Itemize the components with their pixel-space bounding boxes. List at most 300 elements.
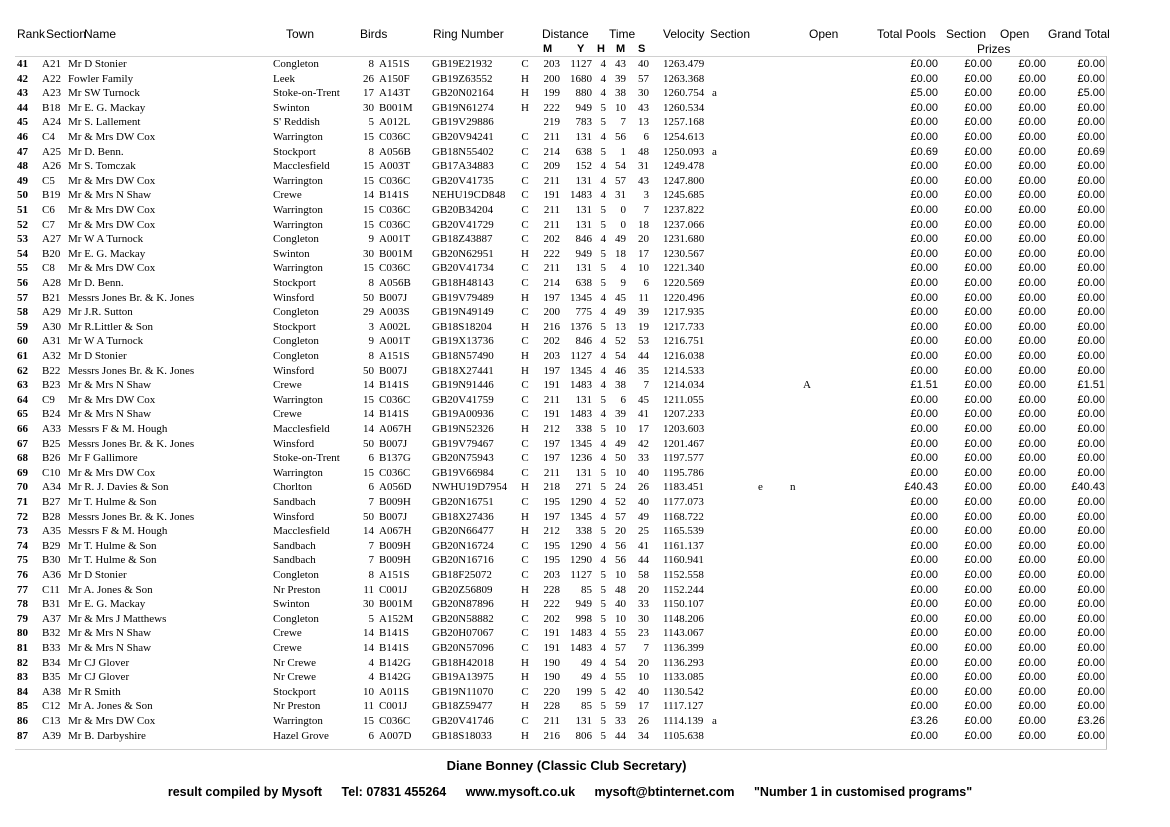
cell-rank: 69 [17,466,28,479]
cell-total-pools: £0.00 [910,671,938,684]
cell-grand-total: £0.00 [1077,101,1105,114]
cell-time-minutes: 10 [615,466,626,479]
cell-birds-sent: 15 [363,466,374,479]
cell-distance-yards: 1345 [570,510,592,523]
cell-ring-number: GB19N91446 [432,379,494,392]
cell-velocity: 1231.680 [663,233,705,246]
cell-total-pools: £0.00 [910,569,938,581]
cell-open-prize: £0.00 [1018,72,1046,85]
cell-ring-number: GB18Z59477 [432,700,493,713]
cell-birds-sent: 30 [363,247,374,260]
cell-grand-total: £3.26 [1077,715,1105,727]
cell-time-seconds: 40 [638,58,649,70]
cell-velocity: 1211.055 [663,393,704,406]
cell-total-pools: £0.00 [910,525,938,538]
table-row [0,218,1170,233]
cell-time-hours: 5 [600,481,606,494]
cell-rank: 85 [17,700,28,713]
cell-distance-yards: 1290 [570,554,592,567]
cell-ring-number: GB20N02164 [432,87,494,100]
website-link[interactable]: www.mysoft.co.uk [465,785,576,799]
cell-open-prize: £0.00 [1018,145,1046,158]
cell-open-prize: £0.00 [1018,233,1046,246]
cell-birds-sent: 15 [363,204,374,216]
cell-birds-sent: 5 [368,116,374,129]
cell-section-prize: £0.00 [964,729,992,742]
cell-clock-type: C [521,496,529,508]
cell-time-hours: 4 [600,87,606,100]
cell-distance-miles: 199 [543,87,560,100]
cell-total-pools: £0.00 [910,101,938,114]
table-row [0,656,1170,671]
cell-total-pools: £0.00 [910,466,938,479]
cell-time-hours: 4 [600,539,606,552]
table-row [0,641,1170,656]
cell-open-prize: £0.00 [1018,262,1046,275]
cell-section-prize: £0.00 [964,569,992,581]
cell-clock-type: H [521,700,529,713]
cell-grand-total: £0.00 [1077,554,1105,567]
cell-section-code: C7 [42,218,55,231]
cell-town: Winsford [273,364,315,377]
cell-fancier-name: Mr & Mrs DW Cox [68,174,156,187]
cell-time-seconds: 42 [638,437,649,450]
cell-birds-sent: 15 [363,393,374,406]
cell-section-prize: £0.00 [964,306,992,319]
cell-distance-miles: 190 [543,656,560,669]
header-grand-total: Grand Total [1048,27,1110,41]
cell-member-code: B141S [379,642,409,654]
table-row [0,626,1170,641]
cell-distance-yards: 880 [575,87,592,100]
cell-section-code: A37 [42,612,61,625]
table-row [0,378,1170,393]
cell-town: Stockport [273,277,316,289]
cell-velocity: 1136.399 [663,642,704,654]
cell-birds-sent: 6 [368,481,374,494]
cell-time-minutes: 43 [615,58,626,70]
cell-time-seconds: 6 [643,131,649,143]
cell-rank: 48 [17,160,28,173]
cell-section-prize: £0.00 [964,525,992,538]
cell-total-pools: £40.43 [904,481,938,494]
header-time: Time [609,27,636,41]
cell-velocity: 1168.722 [663,510,704,523]
cell-fancier-name: Mr D. Benn. [68,145,124,158]
cell-time-seconds: 43 [638,174,649,187]
cell-town: Congleton [273,306,319,319]
header-section-prize: Section [946,27,987,41]
cell-member-code: A056B [379,277,411,289]
cell-section-prize: £0.00 [964,671,992,684]
cell-distance-miles: 200 [543,306,560,319]
cell-birds-sent: 15 [363,218,374,231]
cell-time-minutes: 56 [615,131,626,143]
cell-fancier-name: Mr R. J. Davies & Son [68,481,169,494]
cell-section-prize: £0.00 [964,496,992,508]
cell-clock-type: C [521,379,529,392]
cell-clock-type: H [521,510,529,523]
cell-velocity: 1247.800 [663,174,705,187]
cell-section-prize: £0.00 [964,423,992,435]
cell-rank: 59 [17,320,28,333]
cell-member-code: B001M [379,247,413,260]
cell-distance-yards: 1127 [570,58,592,70]
cell-member-code: A003T [379,160,411,173]
cell-town: Swinton [273,101,310,114]
cell-member-code: C036C [379,393,411,406]
cell-distance-miles: 200 [543,72,560,85]
cell-time-seconds: 39 [638,306,649,319]
cell-rank: 80 [17,627,28,640]
cell-grand-total: £0.00 [1077,291,1105,304]
cell-grand-total: £0.69 [1077,145,1105,158]
cell-distance-yards: 846 [575,233,592,246]
cell-ring-number: GB19V29886 [432,116,494,129]
cell-time-hours: 4 [600,160,606,173]
telephone: Tel: 07831 455264 [341,785,447,799]
cell-ring-number: GB18S18204 [432,320,492,333]
cell-section-prize: £0.00 [964,583,992,596]
cell-town: Hazel Grove [273,729,329,742]
table-row [0,364,1170,379]
cell-open-prize: £0.00 [1018,408,1046,421]
table-row [0,291,1170,306]
cell-time-minutes: 50 [615,452,626,465]
cell-open-prize: £0.00 [1018,612,1046,625]
cell-clock-type: C [521,160,529,173]
cell-total-pools: £0.00 [910,437,938,450]
cell-distance-miles: 211 [543,131,560,143]
header-velocity: Velocity [663,27,705,41]
cell-time-minutes: 7 [620,116,626,129]
cell-birds-sent: 14 [363,408,374,421]
cell-section-prize: £0.00 [964,452,992,465]
cell-section-code: B26 [42,452,61,465]
cell-velocity: 1263.479 [663,58,705,70]
cell-velocity: 1148.206 [663,612,704,625]
cell-fancier-name: Mr E. G. Mackay [68,101,146,114]
cell-section-prize: £0.00 [964,116,992,129]
cell-time-seconds: 13 [638,116,649,129]
cell-velocity: 1254.613 [663,131,705,143]
cell-total-pools: £0.00 [910,277,938,289]
cell-time-hours: 5 [600,685,606,698]
table-row [0,115,1170,130]
cell-member-code: A151S [379,350,410,362]
cell-clock-type: C [521,627,529,640]
cell-fancier-name: Mr D Stonier [68,569,127,581]
cell-birds-sent: 4 [368,656,374,669]
cell-fancier-name: Mr & Mrs N Shaw [68,408,152,421]
cell-velocity: 1201.467 [663,437,705,450]
cell-fancier-name: Mr & Mrs DW Cox [68,218,156,231]
cell-time-hours: 4 [600,452,606,465]
cell-distance-miles: 212 [543,525,560,538]
cell-time-seconds: 10 [638,671,649,684]
cell-distance-miles: 191 [543,642,560,654]
cell-fancier-name: Mr & Mrs DW Cox [68,262,156,275]
cell-clock-type: C [521,554,529,567]
cell-member-code: A067H [379,423,412,435]
cell-total-pools: £0.69 [910,145,938,158]
cell-clock-type: C [521,612,529,625]
table-row [0,407,1170,422]
cell-time-seconds: 25 [638,525,649,538]
cell-distance-yards: 131 [575,218,592,231]
cell-distance-miles: 191 [543,627,560,640]
cell-time-hours: 4 [600,379,606,392]
cell-fancier-name: Messrs F & M. Hough [68,525,168,538]
cell-grand-total: £5.00 [1077,87,1105,100]
table-bottom-rule [15,749,1107,750]
cell-distance-yards: 949 [575,598,592,611]
cell-distance-miles: 218 [543,481,560,494]
cell-grand-total: £0.00 [1077,364,1105,377]
cell-grand-total: £0.00 [1077,320,1105,333]
cell-time-minutes: 4 [620,262,626,275]
cell-birds-sent: 15 [363,715,374,727]
cell-total-pools: £0.00 [910,350,938,362]
cell-total-pools: £0.00 [910,160,938,173]
cell-distance-miles: 211 [543,218,560,231]
cell-birds-sent: 30 [363,101,374,114]
cell-grand-total: £0.00 [1077,671,1105,684]
cell-town: Nr Crewe [273,656,317,669]
cell-rank: 55 [17,262,28,275]
cell-open-prize: £0.00 [1018,729,1046,742]
cell-time-minutes: 13 [615,320,626,333]
cell-time-minutes: 42 [615,685,626,698]
cell-fancier-name: Mr T. Hulme & Son [68,539,157,552]
table-row [0,349,1170,364]
cell-velocity: 1217.733 [663,320,705,333]
cell-section-code: C12 [42,700,61,713]
cell-section-code: A35 [42,525,61,538]
cell-rank: 49 [17,174,28,187]
cell-time-hours: 4 [600,554,606,567]
cell-time-hours: 5 [600,700,606,713]
cell-rank: 53 [17,233,28,246]
cell-distance-miles: 211 [543,204,560,216]
cell-velocity: 1136.293 [663,656,704,669]
cell-open-prize: £0.00 [1018,437,1046,450]
cell-distance-miles: 212 [543,423,560,435]
cell-time-hours: 5 [600,466,606,479]
cell-time-seconds: 34 [638,729,649,742]
table-row [0,247,1170,262]
cell-distance-yards: 131 [575,715,592,727]
cell-birds-sent: 6 [368,452,374,465]
cell-fancier-name: Mr & Mrs DW Cox [68,715,156,727]
cell-time-hours: 5 [600,393,606,406]
cell-open-prize: £0.00 [1018,350,1046,362]
cell-birds-sent: 14 [363,525,374,538]
cell-section-code: B27 [42,496,61,508]
cell-member-code: C036C [379,466,411,479]
table-row [0,495,1170,510]
cell-town: Swinton [273,247,310,260]
cell-ring-number: GB19N11070 [432,685,494,698]
cell-birds-sent: 15 [363,160,374,173]
cell-rank: 46 [17,131,28,143]
cell-member-code: B009H [379,496,411,508]
cell-birds-sent: 8 [368,145,374,158]
compiled-by-line [0,785,1140,799]
cell-distance-miles: 197 [543,437,560,450]
cell-open-prize: £0.00 [1018,58,1046,70]
cell-velocity: 1160.941 [663,554,704,567]
cell-distance-miles: 197 [543,364,560,377]
cell-rank: 65 [17,408,28,421]
cell-grand-total: £0.00 [1077,452,1105,465]
cell-grand-total: £0.00 [1077,496,1105,508]
cell-open-prize: £0.00 [1018,277,1046,289]
cell-time-hours: 5 [600,320,606,333]
cell-ring-number: GB20B34204 [432,204,494,216]
cell-time-seconds: 30 [638,87,649,100]
cell-birds-sent: 8 [368,58,374,70]
cell-time-minutes: 56 [615,554,626,567]
cell-rank: 70 [17,481,28,494]
cell-time-minutes: 56 [615,539,626,552]
table-row [0,597,1170,612]
cell-member-code: B007J [379,510,408,523]
cell-fancier-name: Mr & Mrs N Shaw [68,189,152,202]
table-row [0,393,1170,408]
cell-birds-sent: 15 [363,174,374,187]
cell-town: Warrington [273,204,323,216]
cell-section-prize: £0.00 [964,393,992,406]
cell-time-minutes: 39 [615,72,626,85]
cell-velocity: 1161.137 [663,539,704,552]
cell-member-code: B141S [379,379,409,392]
cell-fancier-name: Mr D. Benn. [68,277,124,289]
cell-time-minutes: 49 [615,437,626,450]
cell-clock-type: H [521,72,529,85]
cell-time-seconds: 11 [638,291,649,304]
cell-section-prize: £0.00 [964,364,992,377]
cell-total-pools: £0.00 [910,656,938,669]
cell-velocity: 1260.754 [663,87,705,100]
cell-clock-type: H [521,656,529,669]
cell-town: Crewe [273,379,302,392]
cell-rank: 73 [17,525,28,538]
cell-fancier-name: Mr W A Turnock [68,233,144,246]
cell-distance-yards: 131 [575,393,592,406]
cell-ring-number: GB20N62951 [432,247,494,260]
cell-birds-sent: 9 [368,335,374,348]
cell-time-hours: 5 [600,583,606,596]
cell-fancier-name: Mr T. Hulme & Son [68,554,157,567]
cell-birds-sent: 15 [363,131,374,143]
cell-time-hours: 5 [600,218,606,231]
cell-section-code: C8 [42,262,55,275]
cell-town: Nr Preston [273,700,321,713]
cell-section-code: A23 [42,87,61,100]
cell-velocity: 1152.244 [663,583,704,596]
cell-ring-number: GB19V66984 [432,466,494,479]
cell-time-hours: 4 [600,408,606,421]
cell-grand-total: £0.00 [1077,174,1105,187]
cell-velocity: 1216.038 [663,350,705,362]
cell-rank: 79 [17,612,28,625]
cell-ring-number: GB20N66477 [432,525,494,538]
cell-velocity: 1217.935 [663,306,705,319]
cell-clock-type: H [521,525,529,538]
cell-rank: 63 [17,379,28,392]
cell-time-seconds: 6 [643,277,649,289]
cell-total-pools: £0.00 [910,452,938,465]
cell-fancier-name: Mr D Stonier [68,350,127,362]
cell-velocity: 1130.542 [663,685,704,698]
cell-rank: 60 [17,335,28,348]
table-row [0,510,1170,525]
cell-distance-yards: 775 [575,306,592,319]
cell-section-prize: £0.00 [964,58,992,70]
cell-time-hours: 4 [600,174,606,187]
table-row [0,466,1170,481]
header-minutes: M [616,43,626,55]
email-link[interactable]: mysoft@btinternet.com [594,785,735,799]
cell-open-prize: £0.00 [1018,481,1046,494]
cell-section-code: B18 [42,101,61,114]
cell-velocity: 1263.368 [663,72,705,85]
cell-distance-yards: 131 [575,466,592,479]
cell-velocity: 1207.233 [663,408,705,421]
cell-rank: 64 [17,393,28,406]
cell-total-pools: £0.00 [910,583,938,596]
cell-distance-miles: 197 [543,291,560,304]
cell-ring-number: GB19A13975 [432,671,494,684]
cell-velocity: 1197.577 [663,452,704,465]
cell-grand-total: £0.00 [1077,525,1105,538]
cell-open-prize: £0.00 [1018,510,1046,523]
cell-clock-type: C [521,218,529,231]
cell-grand-total: £0.00 [1077,408,1105,421]
table-row [0,480,1170,495]
cell-birds-sent: 50 [363,364,374,377]
cell-open-prize: £0.00 [1018,204,1046,216]
cell-open-prize: £0.00 [1018,598,1046,611]
cell-birds-sent: 4 [368,671,374,684]
cell-town: Warrington [273,466,323,479]
cell-town: Stockport [273,145,316,158]
cell-member-code: B007J [379,437,408,450]
cell-member-code: C036C [379,715,411,727]
cell-section-code: C6 [42,204,55,216]
cell-distance-yards: 1483 [570,379,592,392]
cell-clock-type: H [521,350,529,362]
cell-time-minutes: 54 [615,350,626,362]
cell-ring-number: GB19N61274 [432,101,494,114]
cell-distance-yards: 199 [575,685,592,698]
cell-member-code: A003S [379,306,410,319]
cell-time-seconds: 53 [638,335,649,348]
cell-section-prize: £0.00 [964,291,992,304]
cell-section-flag: e [758,481,763,494]
cell-total-pools: £5.00 [910,87,938,100]
cell-ring-number: GB20N57096 [432,642,494,654]
cell-ring-number: GB20N16716 [432,554,494,567]
cell-birds-sent: 7 [368,496,374,508]
cell-birds-sent: 14 [363,642,374,654]
cell-birds-sent: 7 [368,554,374,567]
header-total-pools: Total Pools [877,27,936,41]
cell-birds-sent: 3 [368,320,374,333]
cell-total-pools: £0.00 [910,393,938,406]
cell-fancier-name: Mr T. Hulme & Son [68,496,157,508]
